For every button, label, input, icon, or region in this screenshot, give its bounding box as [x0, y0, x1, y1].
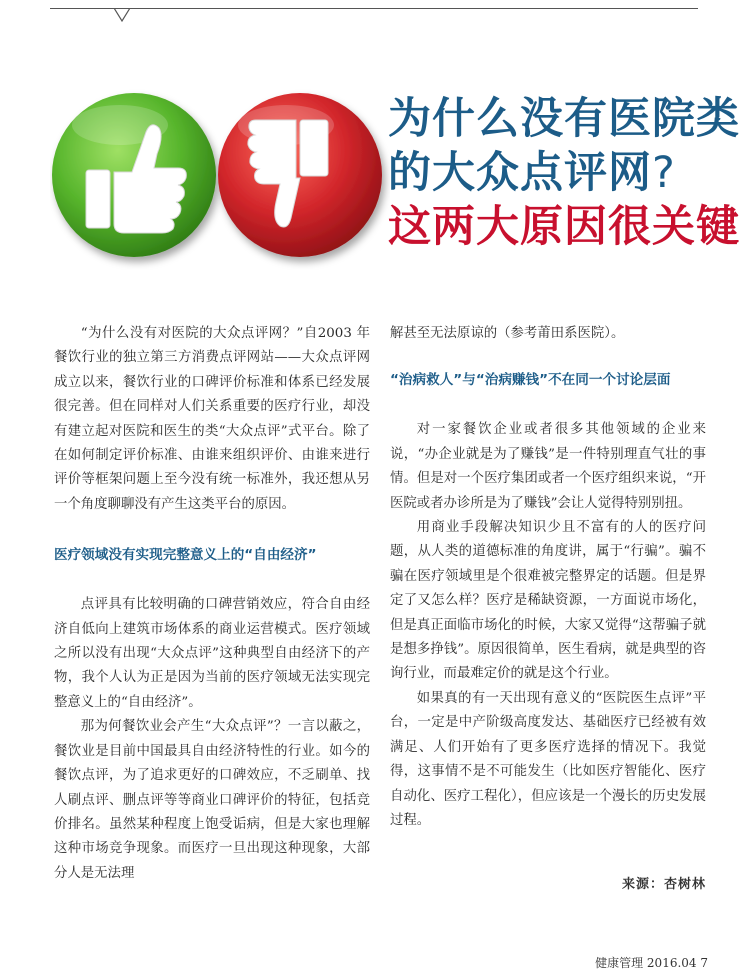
- body-paragraph: 点评具有比较明确的口碑营销效应，符合自由经济自低向上建筑市场体系的商业运营模式。医疗领域之所以没有出现“大众点评”这种典型自由经济下的产物，我个人认为正是因为当前的医疗领域无法实现完整意义上的“自由经济”。: [54, 597, 370, 710]
- title-question-mark: ?: [652, 148, 676, 198]
- body-paragraph: 用商业手段解决知识少且不富有的人的医疗问题，从人类的道德标准的角度讲，属于“行骗”。骗不骗在医疗领域里是个很难被完整界定的话题。但是界定了又怎么样？医疗是稀缺资源，一方面说市场化，但是真正面临市场化的时候，大家又觉得“这帮骗子就是想多挣钱”。原因很简单，医生看病，就是典型的咨询行业，而最难定价的就是这个行业。: [390, 520, 706, 682]
- body-paragraph: 对一家餐饮企业或者很多其他领域的企业来说，“办企业就是为了赚钱”是一件特别理直气壮的事情。但是对一个医疗集团或者一个医疗组织来说，“开医院或者办诊所是为了赚钱”会让人觉得特别别扭。: [390, 422, 706, 511]
- title-line-2-text: 的大众点评网: [388, 148, 652, 198]
- article-source: 来源：杏树林: [621, 877, 706, 893]
- thumbs-up-icon: [52, 93, 216, 257]
- title-line-3: 这两大原因很关键: [388, 202, 740, 252]
- body-paragraph: 如果真的有一天出现有意义的“医院医生点评”平台，一定是中产阶级高度发达、基础医疗已经被有效满足、人们开始有了更多医疗选择的情况下。我觉得，这事情不是不可能发生（比如医疗智能化、医疗自动化、医疗工程化），但应该是一个漫长的历史发展过程。: [390, 690, 706, 828]
- right-column: [390, 322, 706, 898]
- thumbs-hero-image: [50, 80, 390, 270]
- thumbs-down-icon: [218, 93, 382, 257]
- body-paragraph: 那为何餐饮业会产生“大众点评”？一言以蔽之，餐饮业是目前中国最具自由经济特性的行业。如今的餐饮点评，为了追求更好的口碑效应，不乏刷单、找人刷点评、删点评等等商业口碑评价的特征，包括竞价排名。虽然某种程度上饱受诟病，但是大家也理解这种市场竞争现象。而医疗一旦出现这种现象，大部分人是无法理: [54, 719, 370, 881]
- section-heading-saving-lives: “治病救人”与“治病赚钱”不在同一个讨论层面: [390, 372, 671, 389]
- section-heading-free-economy: 医疗领域没有实现完整意义上的“自由经济”: [54, 547, 317, 564]
- title-line-1: 为什么没有医院类: [388, 94, 740, 144]
- article-title: [388, 92, 740, 254]
- intro-paragraph: “为什么没有对医院的大众点评网？”自2003 年餐饮行业的独立第三方消费点评网站——大众点评网成立以来，餐饮行业的口碑评价标准和体系已经发展很完善。但在同样对人们关系重要的医疗行业，却没有建立起对医院和医生的类“大众点评”式平台。除了在如何制定评价标准、由谁来组织评价、由谁来进行评价等框架问题上至今没有统一标准外，我还想从另一个角度聊聊没有产生这类平台的原因。: [54, 326, 370, 512]
- header-notch-icon: [114, 8, 130, 24]
- left-column: [54, 322, 370, 886]
- header-rule: [50, 8, 698, 9]
- page-footer: 健康管理 2016.04 7: [595, 956, 708, 970]
- continued-paragraph: 解甚至无法原谅的（参考莆田系医院）。: [390, 326, 625, 341]
- title-line-2: [388, 146, 728, 200]
